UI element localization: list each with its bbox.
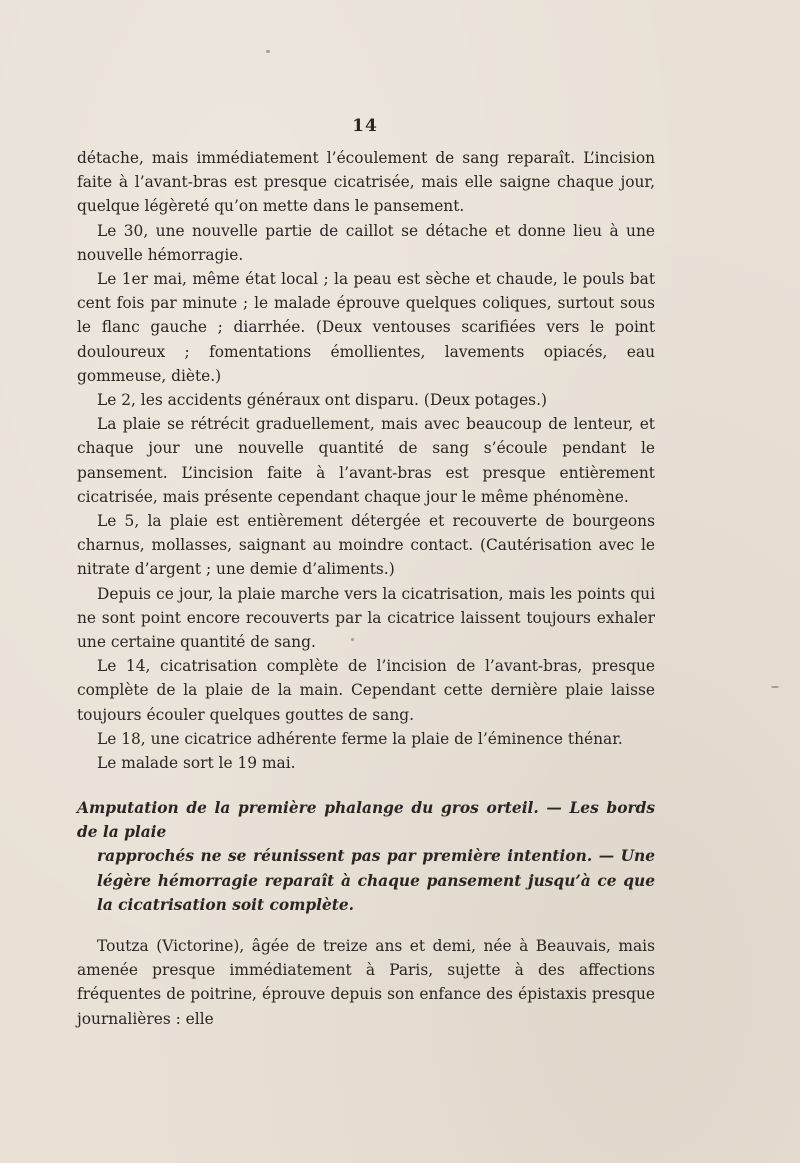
paragraph: Le 18, une cicatrice adhérente ferme la plaie de l’éminence thénar.: [97, 729, 623, 748]
scan-speck: [351, 638, 354, 641]
case-heading-text: [77, 796, 655, 917]
paragraph: Le 5, la plaie est entièrement détergée et recouverte de bourgeons charnus, mollasses, saignant au moindre contact. (Cautérisation avec le nitrate d’argent ; une demie d’aliments.): [77, 512, 655, 579]
page-number: 14: [352, 116, 378, 136]
paragraph: Toutza (Victorine), âgée de treize ans et demi, née à Beauvais, mais amenée presque immédiatement à Paris, sujette à des affections fréquentes de poitrine, éprouve depuis son enfance des épistaxis presque journalières : elle: [77, 937, 655, 1028]
case-heading-first-line: Amputation de la première phalange du gros orteil. — Les bords de la plaie: [77, 799, 655, 842]
scan-speck: [771, 686, 779, 688]
paragraph: Le 30, une nouvelle partie de caillot se détache et donne lieu à une nouvelle hémorragie.: [77, 221, 655, 264]
paragraph: détache, mais immédiatement l’écoulement de sang reparaît. L’incision faite à l’avant-bras est presque cicatrisée, mais elle saigne chaque jour, quelque légèreté qu’on mette dans le pansement.: [77, 149, 655, 216]
paragraph: Depuis ce jour, la plaie marche vers la cicatrisation, mais les points qui ne sont point encore recouverts par la cicatrice laissent toujours exhaler une certaine quantité de sang.: [77, 584, 655, 652]
scan-speck: [266, 50, 270, 53]
case-heading-continuation: rapprochés ne se réunissent pas par première intention. — Une légère hémorragie reparaît à chaque pansement jusqu’à ce que la cicatrisation soit complète.: [97, 847, 655, 914]
paragraph: Le 1er mai, même état local ; la peau est sèche et chaude, le pouls bat cent fois par minute ; le malade éprouve quelques coliques, surtout sous le flanc gauche ; diarrhée. (Deux ventouses scarifiées vers le point douloureux ; fomentations émollientes, lavements opiacés, eau gommeuse, diète.): [77, 270, 655, 385]
paragraph: Le malade sort le 19 mai.: [97, 754, 296, 773]
body-text: [77, 146, 655, 775]
paragraph: La plaie se rétrécit graduellement, mais avec beaucoup de lenteur, et chaque jour une nouvelle quantité de sang s’écoule pendant le pansement. L’incision faite à l’avant-bras est presque entièrement cicatrisée, mais présente cependant chaque jour le même phénomène.: [77, 415, 655, 506]
paragraph: Le 14, cicatrisation complète de l’incision de l’avant-bras, presque complète de la plaie de la main. Cependant cette dernière plaie laisse toujours écouler quelques gouttes de sang.: [77, 657, 655, 724]
paragraph: Le 2, les accidents généraux ont disparu. (Deux potages.): [97, 391, 547, 410]
tail-text: [77, 934, 655, 1031]
case-heading: [77, 796, 655, 917]
